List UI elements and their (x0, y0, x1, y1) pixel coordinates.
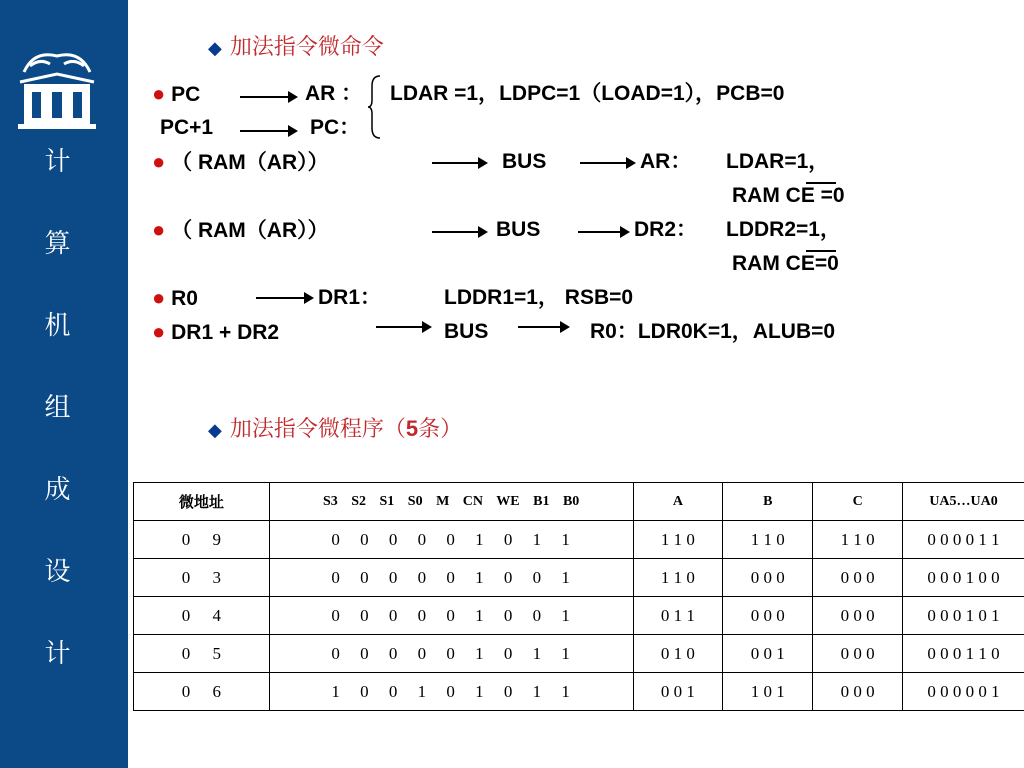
column-header: UA5…UA0 (903, 483, 1024, 521)
table-cell: 0 6 (134, 673, 270, 711)
table-cell: 1 1 0 (813, 521, 903, 559)
arrow-icon (432, 162, 486, 164)
dest-reg: AR： (640, 150, 692, 173)
column-header: C (813, 483, 903, 521)
control-signals: LDAR =1，LDPC=1（LOAD=1），PCB=0 (390, 82, 785, 105)
section-title-number: 5 (405, 416, 419, 441)
arrow-icon (580, 162, 634, 164)
circle-bullet-icon: ● (152, 217, 166, 242)
diamond-bullet-icon: ◆ (208, 420, 222, 441)
table-cell: 0 0 0 (723, 559, 813, 597)
circle-bullet-icon: ● (152, 81, 166, 106)
table-cell: 0 0 0 0 0 1 0 0 1 (269, 597, 633, 635)
table-cell: 1 1 0 (633, 559, 723, 597)
microprogram-table (133, 482, 1024, 711)
title-char: 设 (44, 557, 71, 587)
table-cell: 0 0 0 1 0 1 (903, 597, 1024, 635)
micro-command-line-7 (152, 286, 198, 311)
table-cell: 1 1 0 (723, 521, 813, 559)
control-signals: RAM CE=0 (732, 252, 839, 275)
circle-bullet-icon: ● (152, 285, 166, 310)
micro-command-line-8 (152, 320, 279, 345)
table-cell: 0 4 (134, 597, 270, 635)
table-cell: 0 0 0 0 0 1 0 1 1 (269, 635, 633, 673)
column-header: B (723, 483, 813, 521)
title-char: 机 (44, 311, 71, 341)
table-cell: 1 0 1 (723, 673, 813, 711)
section-title-prefix: 加法指令微程序（ (229, 417, 406, 442)
section-heading-micro-commands (208, 30, 384, 61)
table-cell: 0 0 1 (633, 673, 723, 711)
brace-icon (368, 74, 382, 140)
source-reg: PC (171, 83, 201, 106)
control-signals: LDAR=1， (726, 150, 830, 173)
arrow-icon (518, 326, 568, 328)
source-operand: （ RAM（AR）） (171, 219, 329, 242)
column-header: S3 S2 S1 S0 M CN WE B1 B0 (269, 483, 633, 521)
micro-command-line-3 (152, 150, 329, 175)
table-header-row (134, 483, 1024, 521)
control-signals: R0：LDR0K=1，ALUB=0 (590, 320, 836, 343)
table-cell: 1 0 0 1 0 1 0 1 1 (269, 673, 633, 711)
control-signals: RAM CE =0 (732, 184, 845, 207)
table-row (134, 635, 1024, 673)
title-char: 计 (44, 147, 71, 177)
table-cell: 0 0 0 0 0 1 0 0 1 (269, 559, 633, 597)
table-cell: 0 5 (134, 635, 270, 673)
diamond-bullet-icon: ◆ (208, 38, 222, 59)
column-header: A (633, 483, 723, 521)
table-cell: 0 3 (134, 559, 270, 597)
table-cell: 0 0 1 (723, 635, 813, 673)
table-cell: 0 0 0 1 0 0 (903, 559, 1024, 597)
table-cell: 0 1 0 (633, 635, 723, 673)
table-cell: 0 0 0 (813, 597, 903, 635)
table-row (134, 673, 1024, 711)
bus-label: BUS (444, 320, 489, 343)
title-char: 计 (44, 639, 71, 669)
table-cell: 0 1 1 (633, 597, 723, 635)
table-row (134, 597, 1024, 635)
table-row (134, 559, 1024, 597)
arrow-icon (240, 96, 296, 98)
arrow-icon (376, 326, 430, 328)
arrow-icon (578, 231, 628, 233)
table-cell: 0 9 (134, 521, 270, 559)
circle-bullet-icon: ● (152, 149, 166, 174)
table-cell: 0 0 0 1 1 0 (903, 635, 1024, 673)
table-cell: 0 0 0 (813, 559, 903, 597)
control-signals: LDDR2=1， (726, 218, 841, 241)
vertical-course-title (0, 142, 115, 716)
bus-label: BUS (496, 218, 541, 241)
table-cell: 1 1 0 (633, 521, 723, 559)
source-operands: DR1 + DR2 (171, 321, 280, 344)
arrow-icon (256, 297, 312, 299)
circle-bullet-icon: ● (152, 319, 166, 344)
section-heading-microprogram (208, 412, 462, 443)
source-operand: （ RAM（AR）） (171, 151, 329, 174)
control-signals: LDDR1=1， RSB=0 (444, 286, 634, 309)
sidebar (0, 0, 128, 768)
title-char: 组 (44, 393, 71, 423)
dest-reg: AR ： (305, 82, 363, 105)
dest-reg: DR2： (634, 218, 698, 241)
micro-command-line-5 (152, 218, 329, 243)
dest-reg: DR1： (318, 286, 382, 309)
column-header: 微地址 (134, 483, 270, 521)
university-emblem-icon (14, 42, 100, 132)
overline-mark (806, 250, 836, 252)
section-title-suffix: 条） (418, 417, 463, 442)
table-cell: 0 0 0 0 0 1 (903, 673, 1024, 711)
table-cell: 0 0 0 (813, 673, 903, 711)
table-cell: 0 0 0 0 0 1 0 1 1 (269, 521, 633, 559)
arrow-icon (432, 231, 486, 233)
source-reg: R0 (171, 287, 198, 310)
title-char: 成 (44, 475, 71, 505)
title-char: 算 (44, 229, 71, 259)
overline-mark (806, 182, 836, 184)
dest-reg: PC： (310, 116, 361, 139)
table-cell: 0 0 0 (813, 635, 903, 673)
micro-command-line-1 (152, 82, 200, 107)
bus-label: BUS (502, 150, 547, 173)
table-cell: 0 0 0 0 1 1 (903, 521, 1024, 559)
section-title: 加法指令微命令 (229, 35, 384, 60)
arrow-icon (240, 130, 296, 132)
table-cell: 0 0 0 (723, 597, 813, 635)
table-row (134, 521, 1024, 559)
source-reg: PC+1 (160, 116, 214, 139)
